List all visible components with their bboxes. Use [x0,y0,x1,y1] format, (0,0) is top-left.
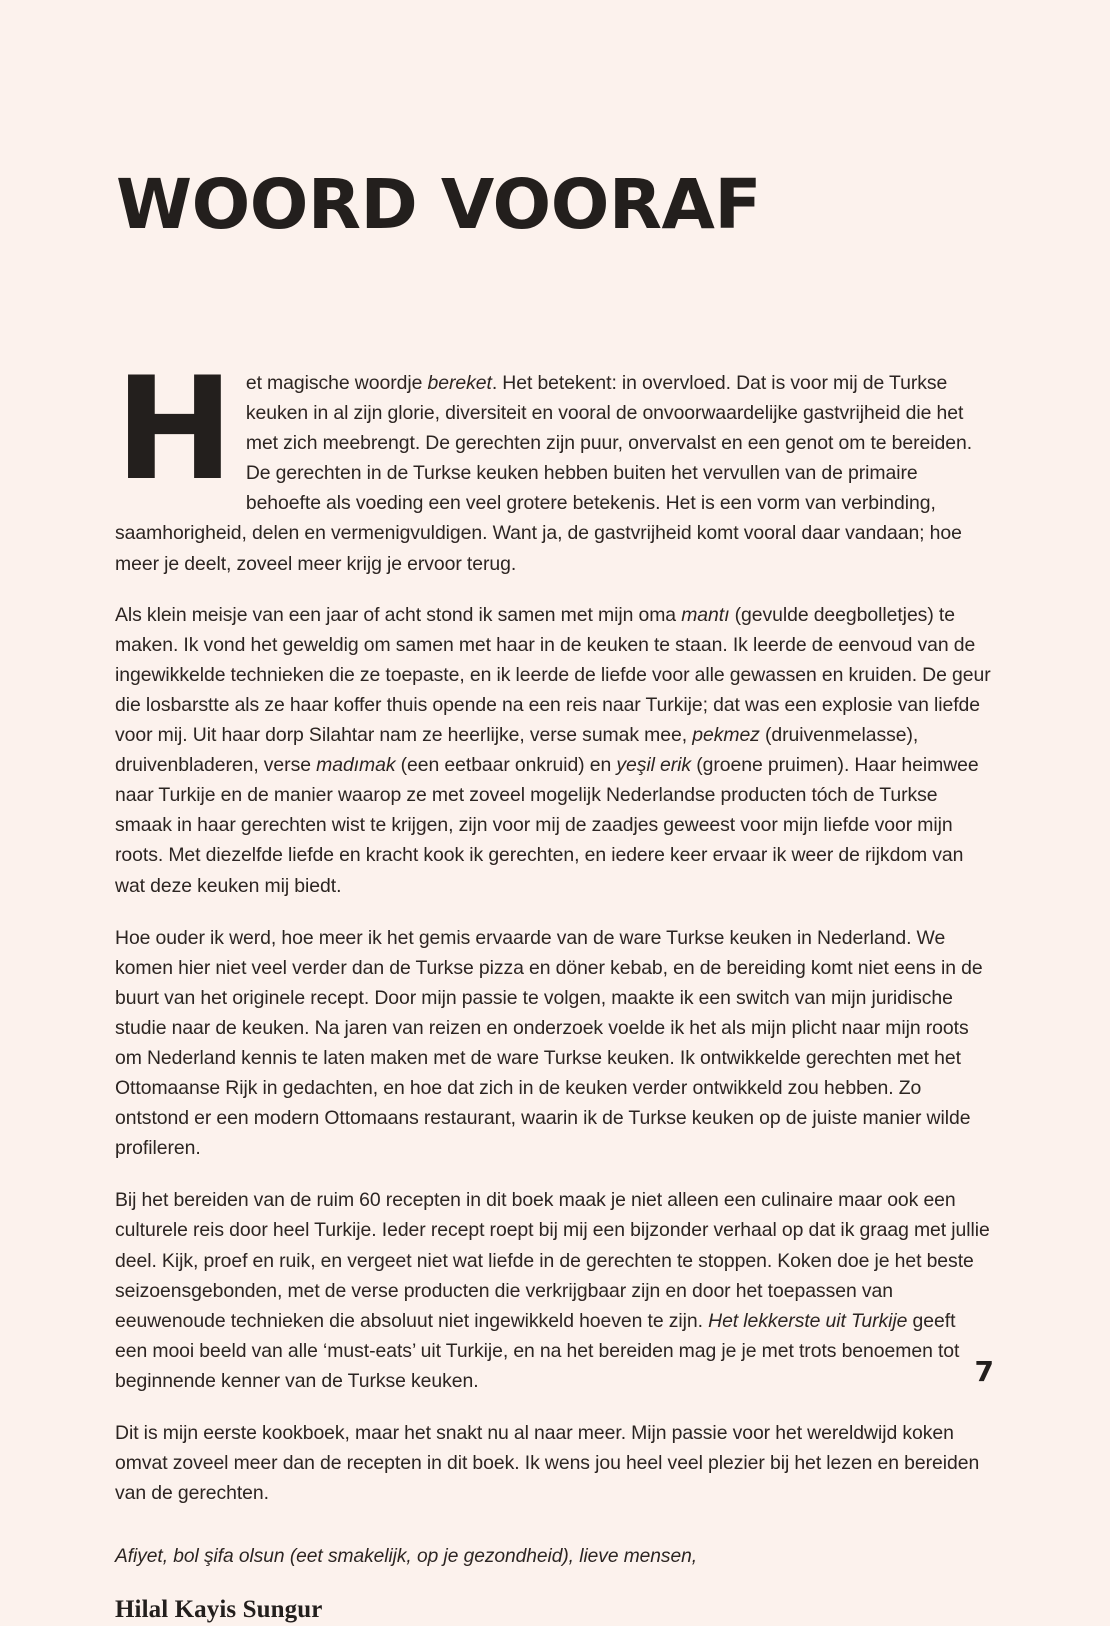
italic-run: bereket [427,372,492,394]
paragraph-2 [115,600,991,901]
paragraph-4-text: Bij het bereiden van de ruim 60 recepten in dit boek maak je niet alleen een culinaire maar ook een culturele reis door heel Turkije. Ieder recept roept bij mij een bijzonder verhaal op dat ik graag met jullie deel. Kijk, proef en ruik, en vergeet niet wat liefde in de gerechten te stoppen. Koken doe je het beste seizoensgebonden, met de verse producten die verkrijgbaar zijn en door het toepassen van eeuwenoude technieken die absoluut niet ingewikkeld hoeven te zijn. Het lekkerste uit Turkije geeft een mooi beeld van alle ‘must-eats’ uit Turkije, en na het bereiden mag je je met trots benoemen tot beginnende kenner van de Turkse keuken. [115,1189,990,1392]
italic-run: madımak [316,754,396,777]
drop-cap-letter: H [115,347,232,512]
paragraph-3-text: Hoe ouder ik werd, hoe meer ik het gemis ervaarde van de ware Turkse keuken in Nederland. We komen hier niet veel verder dan de Turkse pizza en döner kebab, en de bereiding komt niet eens in de buurt van het originele recept. Door mijn passie te volgen, maakte ik een switch van mijn juridische studie naar de keuken. Na jaren van reizen en onderzoek voelde ik het als mijn plicht naar mijn roots om Nederland kennis te laten maken met de ware Turkse keuken. Ik ontwikkelde gerechten met het Ottomaanse Rijk in gedachten, en hoe dat zich in de keuken verder ontwikkeld zou hebben. Zo ontstond er een modern Ottomaans restaurant, waarin ik de Turkse keuken op de juiste manier wilde profileren. [115,926,983,1160]
paragraph-5-text: Dit is mijn eerste kookboek, maar het snakt nu al naar meer. Mijn passie voor het wereldwijd koken omvat zoveel meer dan de recepten in dit boek. Ik wens jou heel veel plezier bij het lezen en bereiden van de gerechten. [115,1422,980,1505]
paragraph-5 [115,1418,991,1508]
paragraph-2-text: Als klein meisje van een jaar of acht stond ik samen met mijn oma mantı (gevulde deegbolletjes) te maken. Ik vond het geweldig om samen met haar in de keuken te staan. Ik leerde de eenvoud van de ingewikkelde technieken die ze toepaste, en ik leerde de liefde voor alle gewassen en kruiden. De geur die losbarstte als ze haar koffer thuis opende na een reis naar Turkije; dat was een explosie van liefde voor mij. Uit haar dorp Silahtar nam ze heerlijke, verse sumak mee, pekmez (druivenmelasse), druivenbladeren, verse madımak (een eetbaar onkruid) en yeşil erik (groene pruimen). Haar heimwee naar Turkije en de manier waarop ze met zoveel mogelijk Nederlandse producten tóch de Turkse smaak in haar gerechten wist te krijgen, zijn voor mij de zaadjes geweest voor mijn liefde voor mijn roots. Met diezelfde liefde en kracht kook ik gerechten, en iedere keer ervaar ik weer de rijkdom van wat deze keuken mij biedt. [115,603,991,897]
italic-run: pekmez [692,724,760,747]
paragraph-1-text: et magische woordje bereket. Het betekent: in overvloed. Dat is voor mij de Turkse keuken in al zijn glorie, diversiteit en vooral de onvoorwaardelijke gastvrijheid die het met zich meebrengt. De gerechten zijn puur, onvervalst en een genot om te bereiden. De gerechten in de Turkse keuken hebben buiten het vervullen van de primaire behoefte als voeding een veel grotere betekenis. Het is een vorm van verbinding, saamhorigheid, delen en vermenigvuldigen. Want ja, de gastvrijheid komt vooral daar vandaan; hoe meer je deelt, zoveel meer krijg je ervoor terug. [115,372,973,575]
italic-run: Het lekkerste uit Turkije [708,1309,908,1332]
page-number: 7 [974,1355,994,1388]
closing-greeting: Afiyet, bol şifa olsun (eet smakelijk, op je gezondheid), lieve mensen, [115,1546,697,1568]
body-text-column [115,347,991,1626]
page-title: WOORD VOORAF [116,165,762,246]
italic-run: yeşil erik [616,754,692,777]
author-signature: Hilal Kayis Sungur [115,1596,323,1624]
paragraph-4 [115,1185,991,1396]
paragraph-3 [115,923,991,1164]
italic-run: mantı [681,603,730,626]
paragraph-1 [115,347,991,579]
